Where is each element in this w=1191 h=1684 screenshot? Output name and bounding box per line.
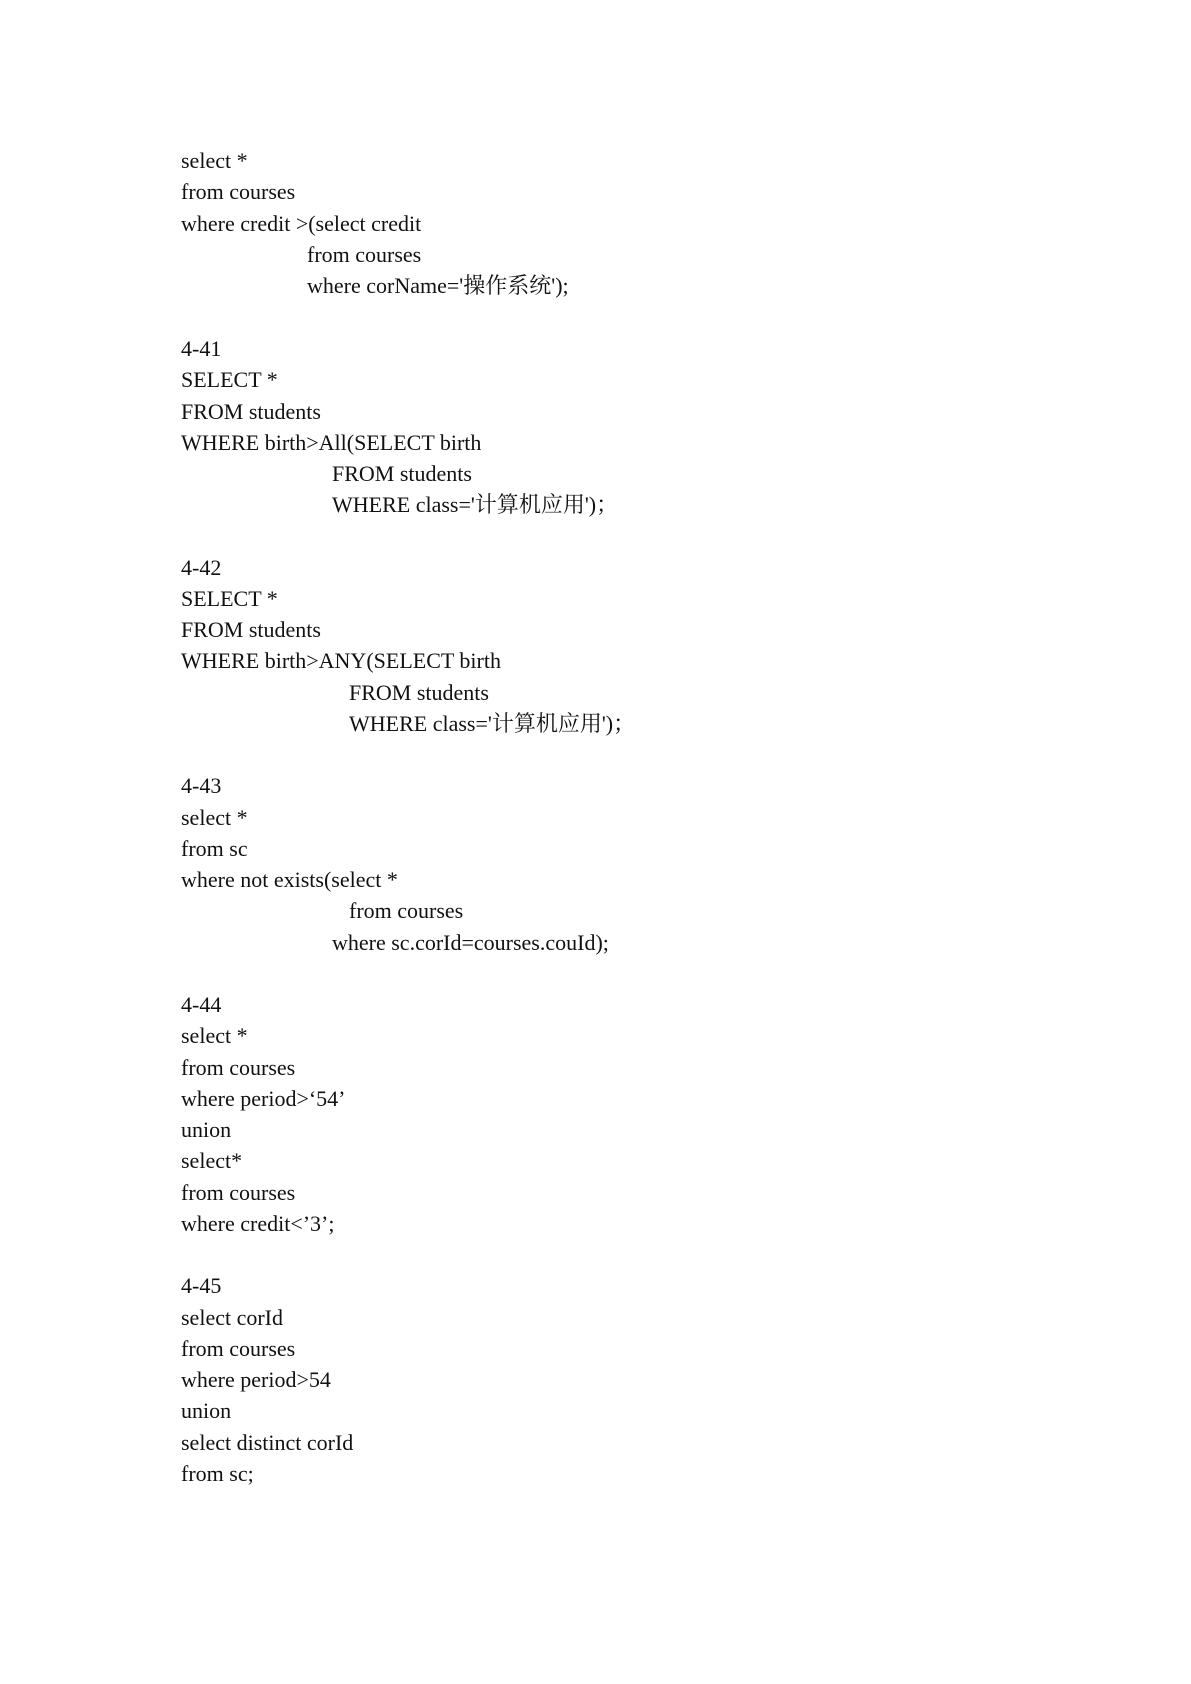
exercise-number: 4-45 <box>181 1273 222 1298</box>
exercise-number: 4-44 <box>181 992 222 1017</box>
code-line: select * <box>181 148 248 173</box>
code-line: where credit >(select credit <box>181 211 422 236</box>
code-line: union <box>181 1398 232 1423</box>
code-line: where corName='操作系统'); <box>307 273 569 298</box>
exercise-number: 4-43 <box>181 773 222 798</box>
code-line: from courses <box>181 1180 296 1205</box>
code-line: WHERE birth>ANY(SELECT birth <box>181 648 501 673</box>
code-line: where sc.corId=courses.couId); <box>332 930 609 955</box>
code-line: where period>54 <box>181 1367 331 1392</box>
code-line: SELECT * <box>181 586 278 611</box>
code-line: FROM students <box>349 680 489 705</box>
code-line: FROM students <box>332 461 472 486</box>
code-line: from courses <box>181 1055 296 1080</box>
code-line: select* <box>181 1148 243 1173</box>
code-line: from courses <box>349 898 464 923</box>
code-line: from courses <box>181 1336 296 1361</box>
code-line: from sc <box>181 836 248 861</box>
code-line: select distinct corId <box>181 1430 354 1455</box>
code-line: from courses <box>307 242 422 267</box>
code-line: FROM students <box>181 399 321 424</box>
code-line: SELECT * <box>181 367 278 392</box>
code-line: WHERE birth>All(SELECT birth <box>181 430 482 455</box>
code-line: union <box>181 1117 232 1142</box>
code-line: WHERE class='计算机应用')； <box>332 492 619 517</box>
code-line: select * <box>181 1023 248 1048</box>
code-line: where period>‘54’ <box>181 1086 346 1111</box>
code-line: select * <box>181 805 248 830</box>
code-line: WHERE class='计算机应用')； <box>349 711 636 736</box>
code-line: where credit<’3’; <box>181 1211 335 1236</box>
code-line: from sc; <box>181 1461 254 1486</box>
code-line: from courses <box>181 179 296 204</box>
code-line: where not exists(select * <box>181 867 398 892</box>
exercise-number: 4-41 <box>181 336 222 361</box>
exercise-number: 4-42 <box>181 555 222 580</box>
code-line: FROM students <box>181 617 321 642</box>
code-line: select corId <box>181 1305 283 1330</box>
